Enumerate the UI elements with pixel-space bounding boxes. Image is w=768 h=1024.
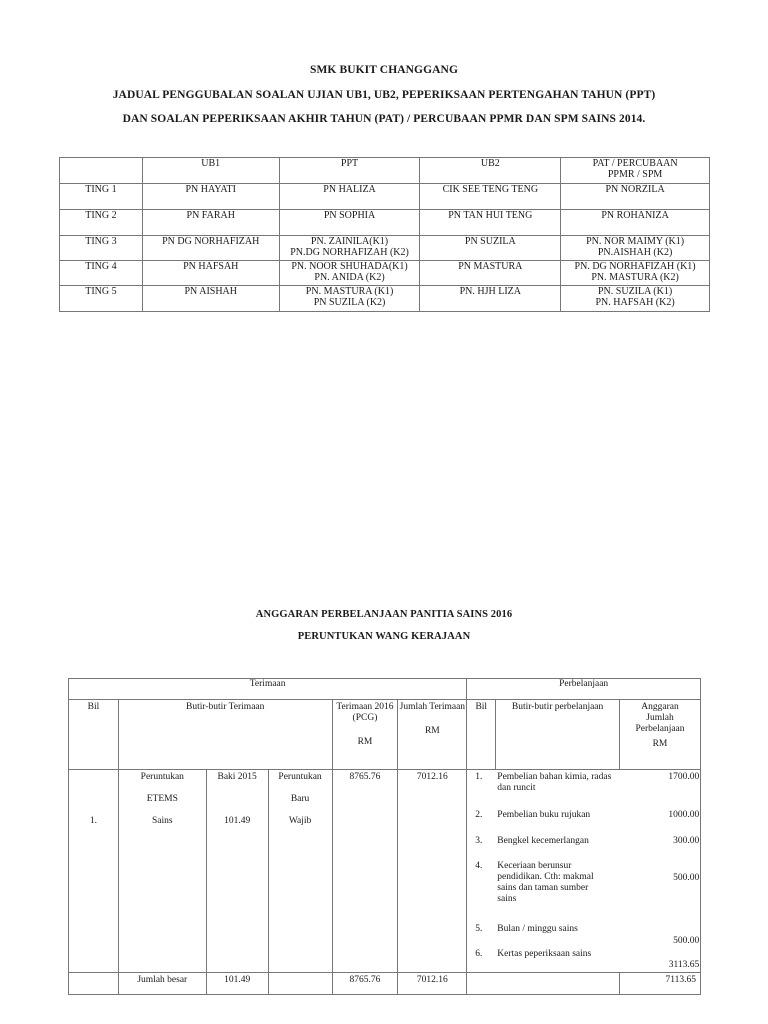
ppt-cell <box>279 236 420 261</box>
jumlah-value-cell: 7012.16 <box>398 770 467 973</box>
peruntukan-baru-cell <box>268 770 332 973</box>
table-header-row <box>60 158 710 184</box>
perbelanjaan-label: Perbelanjaan <box>559 679 609 689</box>
pat-cell <box>561 286 710 312</box>
ppt-cell <box>279 210 420 236</box>
col-terimaan-2016-label: Terimaan 2016 (PCG) <box>336 702 394 723</box>
pat-cell <box>561 261 710 286</box>
table-row <box>60 236 710 261</box>
item-text: Kertas peperiksaan sains <box>497 949 592 959</box>
pat-cell <box>561 236 710 261</box>
ting-cell: TING 1 <box>60 184 143 210</box>
peruntukan-a-line1: Peruntukan <box>140 772 184 782</box>
budget-row-1 <box>69 770 701 973</box>
ppt-line-k1: PN. MASTURA (K1) <box>305 286 394 297</box>
ting-cell: TING 4 <box>60 261 143 286</box>
exam-schedule-table <box>59 157 710 312</box>
pat-line-k2: PN.AISHAH (K2) <box>597 247 673 258</box>
ting-cell: TING 3 <box>60 236 143 261</box>
pat-line-k2: PN. HAFSAH (K2) <box>595 297 675 308</box>
schedule-title-line1: JADUAL PENGGUBALAN SOALAN UJIAN UB1, UB2, PEPERIKSAAN PERTENGAHAN TAHUN (PPT) <box>112 89 656 101</box>
item-no: 1. <box>475 772 483 782</box>
pat-line: PN ROHANIZA <box>601 210 669 221</box>
item-no: 3. <box>475 836 483 846</box>
col-anggaran <box>619 700 700 770</box>
ub1-cell: PN DG NORHAFIZAH <box>142 236 279 261</box>
rm-label: RM <box>424 726 440 736</box>
ub2-cell: PN MASTURA <box>420 261 561 286</box>
ppt-line-k2: PN.DG NORHAFIZAH (K2) <box>290 247 409 258</box>
item-amount: 3113.65 <box>668 960 700 970</box>
peruntukan-b-line2: Baru <box>290 794 310 804</box>
header-ub2: UB2 <box>420 158 561 184</box>
col-anggaran-label: Anggaran Jumlah Perbelanjaan <box>635 702 685 734</box>
baki-cell <box>206 770 268 973</box>
ppt-line-k1: PN. ZAINILA(K1) <box>310 236 389 247</box>
ppt-cell <box>279 286 420 312</box>
header-ppt: PPT <box>279 158 420 184</box>
item-amount: 300.00 <box>673 836 700 846</box>
peruntukan-etems-cell <box>118 770 206 973</box>
header-pat-line1: PAT / PERCUBAAN <box>592 158 678 169</box>
terimaan-value-cell: 8765.76 <box>332 770 398 973</box>
ppt-cell <box>279 184 420 210</box>
ub1-cell: PN HAFSAH <box>142 261 279 286</box>
total-row <box>69 973 701 995</box>
header-pat <box>561 158 710 184</box>
header-empty <box>60 158 143 184</box>
col-jumlah-terimaan-label: Jumlah Terimaan <box>399 702 466 712</box>
ub2-cell: PN TAN HUI TENG <box>420 210 561 236</box>
pat-line-k1: PN. SUZILA (K1) <box>598 286 673 297</box>
ppt-line-k2: PN. ANIDA (K2) <box>314 272 385 283</box>
item-no: 5. <box>475 924 483 934</box>
budget-title: ANGGARAN PERBELANJAAN PANITIA SAINS 2016 <box>255 609 513 620</box>
table-row <box>60 286 710 312</box>
budget-subtitle: PERUNTUKAN WANG KERAJAAN <box>297 631 471 642</box>
ppt-cell <box>279 261 420 286</box>
table-row <box>60 184 710 210</box>
total-anggaran: 7113.65 <box>619 973 700 995</box>
ub2-cell: CIK SEE TENG TENG <box>420 184 561 210</box>
item-no: 6. <box>475 949 483 959</box>
col-bil2: Bil <box>467 700 496 770</box>
peruntukan-b-line3: Wajib <box>288 816 312 826</box>
perbelanjaan-items <box>467 770 700 972</box>
table-row <box>60 261 710 286</box>
item-no: 4. <box>475 861 483 871</box>
item-amount: 1700.00 <box>668 772 700 782</box>
ting-cell: TING 2 <box>60 210 143 236</box>
perbelanjaan-header <box>467 679 701 700</box>
ub1-cell: PN HAYATI <box>142 184 279 210</box>
total-terimaan: 8765.76 <box>332 973 398 995</box>
rm-label: RM <box>357 737 373 747</box>
ppt-line: PN SOPHIA <box>323 210 376 221</box>
budget-column-header-row <box>69 700 701 770</box>
pat-cell <box>561 184 710 210</box>
pat-line: PN NORZILA <box>605 184 665 195</box>
ppt-line: PN HALIZA <box>323 184 376 195</box>
item-amount: 500.00 <box>673 936 700 946</box>
ppt-line-k1: PN. NOOR SHUHADA(K1) <box>291 261 408 272</box>
ting-cell: TING 5 <box>60 286 143 312</box>
terimaan-label: Terimaan <box>249 679 286 689</box>
col-jumlah-terimaan <box>398 700 467 770</box>
item-text: Bulan / minggu sains <box>497 924 578 934</box>
peruntukan-b-line1: Peruntukan <box>278 772 322 782</box>
header-pat-line2: PPMR / SPM <box>607 169 663 180</box>
ub1-cell: PN AISHAH <box>142 286 279 312</box>
ub2-cell: PN. HJH LIZA <box>420 286 561 312</box>
ppt-line-k2: PN SUZILA (K2) <box>313 297 386 308</box>
ub2-cell: PN SUZILA <box>420 236 561 261</box>
pat-line-k2: PN. MASTURA (K2) <box>591 272 679 283</box>
baki-value: 101.49 <box>224 816 251 826</box>
terimaan-header <box>69 679 467 700</box>
col-butir-terimaan: Butir-butir Terimaan <box>118 700 332 770</box>
rm-label: RM <box>652 739 668 749</box>
perbelanjaan-items-cell <box>467 770 701 973</box>
pat-line-k1: PN. DG NORHAFIZAH (K1) <box>574 261 696 272</box>
col-terimaan-2016 <box>332 700 398 770</box>
budget-group-header-row <box>69 679 701 700</box>
item-text: Pembelian buku rujukan <box>497 810 591 820</box>
item-amount: 1000.00 <box>668 810 700 820</box>
schedule-title-line2: DAN SOALAN PEPERIKSAAN AKHIR TAHUN (PAT) / PERCUBAAN PPMR DAN SPM SAINS 2014. <box>122 113 646 125</box>
total-empty <box>268 973 332 995</box>
budget-table <box>68 678 701 995</box>
table-row <box>60 210 710 236</box>
col-bil: Bil <box>69 700 119 770</box>
item-text: Bengkel kecemerlangan <box>497 836 589 846</box>
total-perbelanjaan-empty <box>467 973 620 995</box>
baki-label: Baki 2015 <box>217 772 257 782</box>
header-ub1: UB1 <box>142 158 279 184</box>
ub1-cell: PN FARAH <box>142 210 279 236</box>
school-name: SMK BUKIT CHANGGANG <box>309 64 458 76</box>
item-text: Keceriaan berunsur pendidikan. Cth: makmal sains dan taman sumber sains <box>497 861 594 904</box>
total-label: Jumlah besar <box>118 973 206 995</box>
total-baki: 101.49 <box>206 973 268 995</box>
item-no: 2. <box>475 810 483 820</box>
item-amount: 500.00 <box>673 873 700 883</box>
pat-line-k1: PN. NOR MAIMY (K1) <box>586 236 685 247</box>
peruntukan-a-line3: Sains <box>152 816 173 826</box>
pat-cell <box>561 210 710 236</box>
total-jumlah: 7012.16 <box>398 973 467 995</box>
peruntukan-a-line2: ETEMS <box>146 794 178 804</box>
item-text: Pembelian bahan kimia, radas dan runcit <box>497 772 612 793</box>
col-butir-perbelanjaan: Butir-butir perbelanjaan <box>496 700 620 770</box>
bil-cell: 1. <box>69 770 119 973</box>
total-bil-cell <box>69 973 119 995</box>
